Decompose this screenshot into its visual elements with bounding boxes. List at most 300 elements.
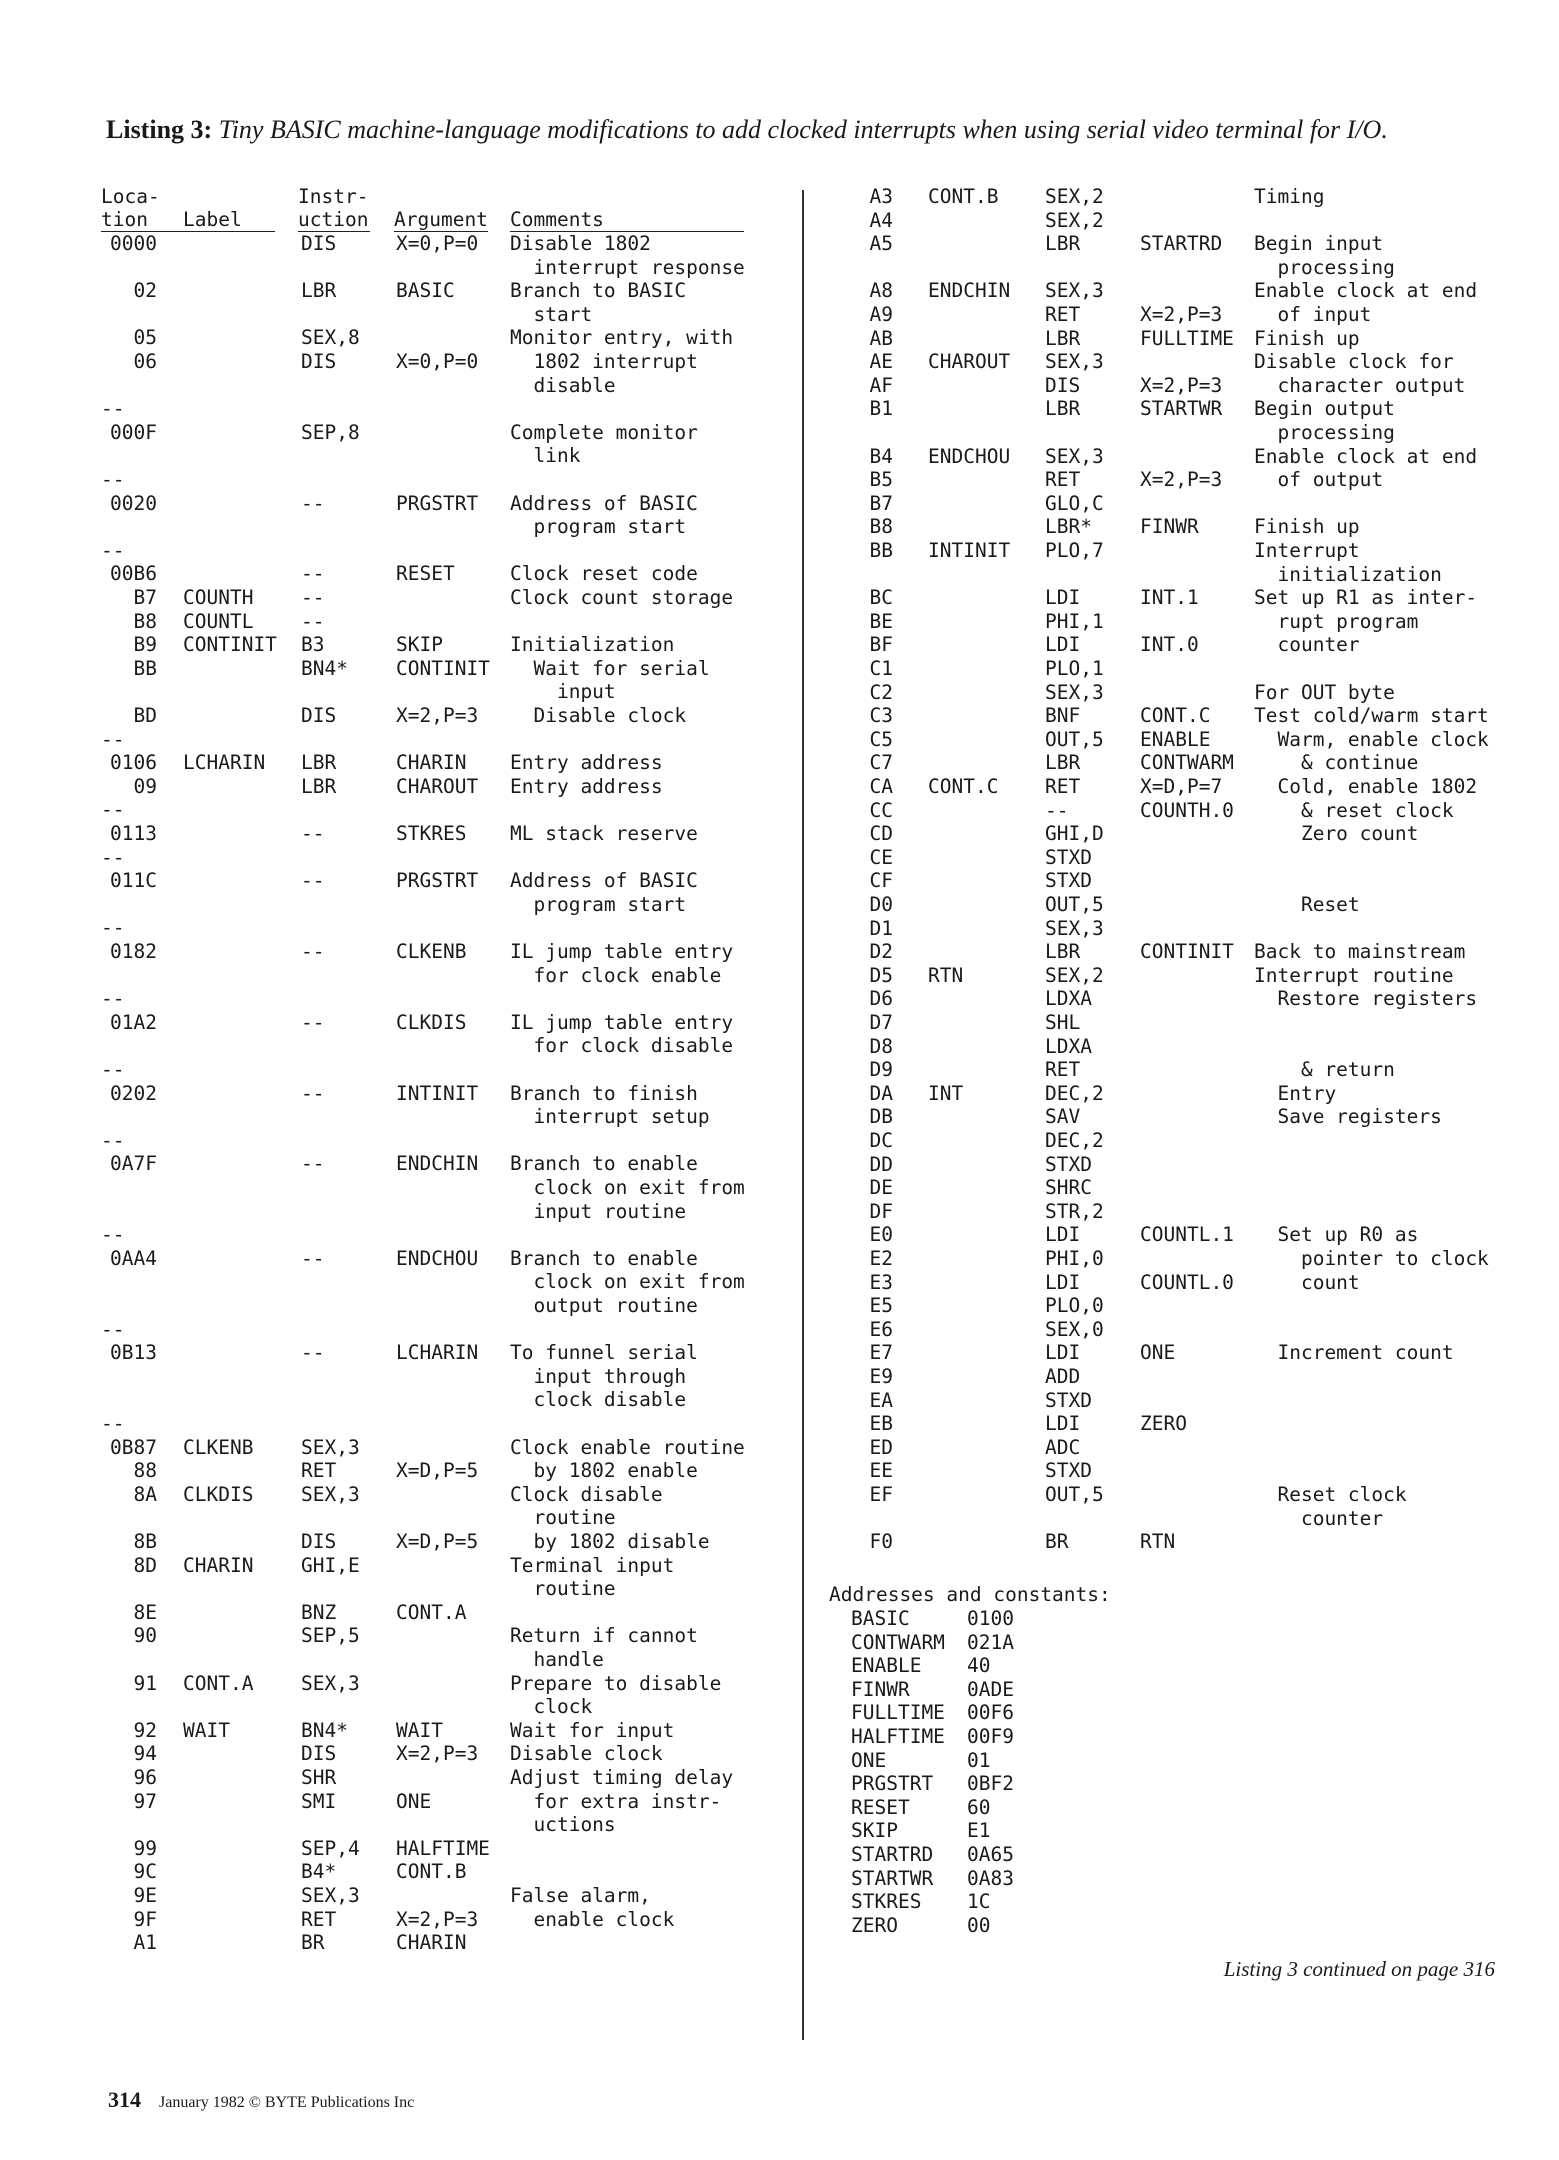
comment-line: Back to mainstream [1254,940,1466,964]
location-cell: D8 [869,1034,893,1058]
instruction-cell: LDXA [1045,987,1092,1011]
comment-line: Return if cannot [510,1624,698,1648]
comment-line: Finish up [1254,326,1360,350]
location-cell: A1 [133,1931,157,1955]
location-cell: E5 [869,1294,893,1318]
comment-line: Enable clock at end [1254,279,1478,303]
comment-cell [1254,893,1360,917]
comment-line: Clock count storage [510,586,734,609]
comment-line: Branch to BASIC [510,279,687,303]
comment-line: counter [1254,633,1360,657]
comment-cell [1254,799,1454,823]
comment-line: by 1802 enable [510,1459,698,1483]
comment-cell [510,1908,674,1932]
instruction-cell: BNF [1045,704,1081,728]
location-cell: 9C [133,1860,157,1884]
instruction-cell: BN4* [301,656,348,680]
column-divider [802,190,804,2040]
comment-line: Zero count [1254,822,1419,846]
argument-cell: ZERO [1140,1412,1187,1436]
instruction-cell: LDI [1045,1223,1081,1247]
argument-cell: BASIC [396,279,455,303]
comment-cell [1254,185,1324,209]
header-instruction-2: uction [298,208,369,231]
comment-line: start [510,302,593,326]
comment-line: Disable clock [510,704,687,727]
instruction-cell: B4* [301,1860,337,1884]
comment-cell [1254,751,1418,775]
argument-cell: ENABLE [1140,727,1211,751]
argument-cell: CLKDIS [396,1010,467,1034]
instruction-cell: PHI,1 [1045,609,1104,633]
comment-line: interrupt setup [510,1105,710,1129]
instruction-cell: -- [301,1341,325,1365]
address-value: 01 [967,1748,991,1772]
comment-cell [1254,539,1442,586]
instruction-cell: GHI,D [1045,822,1104,846]
comment-cell [510,326,733,350]
address-value: 0BF2 [967,1772,1014,1796]
location-cell: EB [869,1412,893,1436]
comment-line: routine [510,1506,616,1530]
instruction-cell: SEX,3 [1045,350,1104,374]
location-cell: 0020 [110,491,157,515]
instruction-cell: DIS [301,1742,337,1766]
comment-cell [510,1082,710,1129]
instruction-cell: RET [1045,303,1081,326]
comment-line: program start [510,892,687,916]
instruction-cell: -- [301,822,325,845]
instruction-cell: GHI,E [301,1553,360,1577]
instruction-cell: STR,2 [1045,1199,1104,1223]
location-cell: 90 [133,1624,157,1648]
instruction-cell: LBR [1045,232,1081,256]
comment-line: Save registers [1254,1105,1442,1129]
location-cell: B8 [869,515,893,539]
argument-cell: RTN [1140,1530,1176,1554]
comment-cell [1254,374,1465,398]
comment-line: for clock enable [510,963,722,987]
location-cell: C7 [869,751,893,775]
label-cell: CONTINIT [183,633,277,657]
comment-cell [510,1554,674,1601]
separator-dash: -- [101,468,125,491]
address-name: PRGSTRT [851,1772,934,1796]
comment-cell [510,822,698,846]
comment-line: Warm, enable clock [1254,727,1489,751]
label-cell: CLKDIS [183,1482,254,1506]
location-cell: E0 [869,1223,893,1247]
instruction-cell: SEX,2 [1045,185,1104,208]
separator-dash: -- [101,1058,125,1081]
instruction-cell: -- [301,609,325,633]
comment-cell [510,751,663,775]
address-value: 60 [967,1795,991,1819]
instruction-cell: DIS [1045,373,1081,397]
location-cell: 9E [133,1884,157,1907]
comment-cell [510,562,698,586]
location-cell: 0000 [110,232,157,255]
instruction-cell: LDI [1045,1270,1081,1294]
argument-cell: CHARIN [396,1931,467,1955]
instruction-cell: SEX,3 [1045,444,1104,468]
argument-cell: X=2,P=3 [396,1907,479,1931]
location-cell: B4 [869,444,893,468]
location-cell: AE [869,350,893,374]
comment-cell [1254,1223,1418,1247]
location-cell: 0A7F [110,1152,157,1176]
location-cell: E9 [869,1365,893,1388]
address-name: SKIP [851,1819,898,1843]
label-cell: LCHARIN [183,751,266,775]
instruction-cell: PLO,1 [1045,657,1104,680]
comment-cell [510,775,663,799]
instruction-cell: PLO,0 [1045,1294,1104,1318]
comment-line: Address of BASIC [510,869,698,893]
comment-cell [510,1011,733,1058]
instruction-cell: RET [1045,1058,1081,1082]
location-cell: 8A [133,1482,157,1506]
argument-cell: X=2,P=3 [1140,468,1223,492]
address-value: 00F6 [967,1701,1014,1725]
address-value: 0A83 [967,1866,1014,1890]
instruction-cell: OUT,5 [1045,893,1104,916]
header-comments: Comments [510,208,604,231]
argument-cell: SKIP [396,633,443,657]
comment-line: input through [510,1364,687,1388]
location-cell: 88 [133,1459,157,1483]
instruction-cell: LBR* [1045,515,1092,539]
comment-line: program start [510,515,687,539]
argument-cell: X=2,P=3 [1140,373,1223,397]
instruction-cell: -- [301,1010,325,1034]
argument-cell: ONE [396,1789,432,1813]
argument-cell: ENDCHOU [396,1246,479,1270]
header-instruction-1: Instr- [298,185,369,208]
location-cell: B7 [869,491,893,515]
location-cell: DA [869,1081,893,1105]
comment-line: Cold, enable 1802 [1254,775,1478,798]
comment-cell [1254,633,1360,657]
comment-cell [510,1742,663,1766]
location-cell: 0113 [110,822,157,845]
location-cell: C1 [869,657,893,680]
comment-line: interrupt response [510,255,745,279]
comment-line: Prepare to disable [510,1671,722,1695]
location-cell: A3 [869,185,893,208]
comment-line: character output [1254,373,1466,397]
location-cell: 00B6 [110,562,157,586]
instruction-cell: -- [301,491,325,515]
comment-line: Branch to enable [510,1152,698,1176]
comment-cell [510,1341,698,1412]
address-name: CONTWARM [851,1630,945,1654]
address-name: ONE [851,1748,887,1772]
separator-dash: -- [101,1223,125,1247]
instruction-cell: B3 [301,633,325,657]
argument-cell: X=0,P=0 [396,232,479,255]
location-cell: EA [869,1388,893,1412]
comment-line: 1802 interrupt [510,350,698,373]
instruction-cell: LDXA [1045,1034,1092,1058]
argument-cell: X=2,P=3 [1140,303,1223,326]
separator-dash: -- [101,397,125,421]
comment-line: count [1254,1270,1360,1294]
argument-cell: FULLTIME [1140,326,1234,350]
argument-cell: COUNTL.0 [1140,1270,1234,1294]
comment-line: Begin input [1254,232,1384,256]
argument-cell: X=D,P=5 [396,1530,479,1553]
comment-line: Increment count [1254,1341,1454,1365]
location-cell: 05 [133,326,157,350]
location-cell: D6 [869,987,893,1011]
argument-cell: WAIT [396,1718,443,1742]
comment-line: Interrupt [1254,539,1360,562]
comment-line: rupt program [1254,609,1419,633]
location-cell: B1 [869,397,893,421]
comment-cell [1254,610,1418,634]
instruction-cell: DIS [301,1530,337,1553]
instruction-cell: SEX,3 [1045,916,1104,940]
address-name: STARTWR [851,1866,934,1890]
comment-line: clock on exit from [510,1270,745,1294]
label-cell: COUNTL [183,609,254,633]
instruction-cell: LDI [1045,633,1081,657]
location-cell: BF [869,633,893,657]
comment-cell [1254,1247,1489,1271]
comment-cell [510,1719,674,1743]
comment-line: Monitor entry, with [510,326,734,350]
argument-cell: X=D,P=5 [396,1459,479,1483]
comment-line: Reset clock [1254,1483,1407,1506]
instruction-cell: SEP,8 [301,420,360,444]
comment-line: handle [510,1647,604,1671]
comment-cell [1254,468,1383,492]
location-cell: D5 [869,963,893,987]
location-cell: DD [869,1152,893,1176]
address-name: RESET [851,1795,910,1819]
address-value: 021A [967,1630,1014,1654]
argument-cell: CHARIN [396,751,467,775]
separator-dash: -- [101,798,125,822]
argument-cell: STARTWR [1140,397,1223,421]
address-name: ENABLE [851,1654,922,1678]
location-cell: DC [869,1129,893,1152]
comment-cell [1254,822,1418,846]
header-location-1: Loca- [101,185,160,208]
comment-line: Disable clock for [1254,350,1454,374]
instruction-cell: STXD [1045,1388,1092,1412]
location-cell: 8B [133,1530,157,1553]
instruction-cell: -- [301,586,325,609]
comment-cell [1254,445,1477,469]
comment-line: Wait for input [510,1718,675,1742]
location-cell: BB [133,656,157,680]
location-cell: DE [869,1176,893,1200]
comment-line: Clock disable [510,1482,663,1506]
instruction-cell: PLO,7 [1045,539,1104,562]
instruction-cell: SEP,4 [301,1836,360,1860]
instruction-cell: SEX,2 [1045,963,1104,987]
instruction-cell: RET [1045,468,1081,492]
comment-cell [510,350,698,397]
instruction-cell: PHI,0 [1045,1247,1104,1270]
argument-cell: COUNTL.1 [1140,1223,1234,1247]
comment-line: enable clock [510,1907,675,1931]
instruction-cell: SEX,3 [301,1482,360,1506]
instruction-cell: -- [301,940,325,963]
comment-line: Wait for serial [510,656,710,680]
label-cell: INTINIT [928,539,1011,562]
label-cell: CHAROUT [928,350,1011,374]
instruction-cell: SMI [301,1789,337,1813]
separator-dash: -- [101,987,125,1011]
comment-cell [1254,704,1489,728]
label-cell: RTN [928,963,964,987]
comment-cell [510,704,686,728]
instruction-cell: LBR [1045,940,1081,964]
comment-cell [510,1483,663,1530]
location-cell: CA [869,775,893,798]
comment-line: Enable clock at end [1254,444,1478,468]
instruction-cell: DEC,2 [1045,1129,1104,1152]
comment-cell [510,1884,651,1908]
argument-cell: STKRES [396,822,467,845]
location-cell: A8 [869,279,893,303]
separator-dash: -- [101,727,125,751]
address-name: FINWR [851,1677,910,1701]
comment-line: False alarm, [510,1884,651,1907]
location-cell: BC [869,586,893,610]
argument-cell: CONT.C [1140,704,1211,728]
instruction-cell: LBR [301,751,337,775]
comment-cell [510,1672,721,1719]
argument-cell: PRGSTRT [396,869,479,893]
location-cell: E6 [869,1317,893,1341]
location-cell: AB [869,326,893,350]
comment-line: Initialization [510,633,675,657]
comment-line: clock disable [510,1388,687,1412]
comment-line: Disable clock [510,1742,663,1766]
comment-line: Set up R1 as inter- [1254,586,1478,610]
location-cell: DB [869,1105,893,1129]
location-cell: 8D [133,1553,157,1577]
instruction-cell: STXD [1045,869,1092,893]
instruction-cell: -- [301,1152,325,1176]
separator-dash: -- [101,1317,125,1341]
location-cell: C2 [869,680,893,704]
comment-cell [1254,232,1395,279]
comment-cell [510,633,674,657]
location-cell: E3 [869,1270,893,1294]
comment-line: by 1802 disable [510,1530,710,1553]
comment-cell [1254,350,1454,374]
instruction-cell: -- [301,562,325,586]
address-name: ZERO [851,1913,898,1937]
label-cell: CONT.B [928,185,999,208]
instruction-cell: -- [301,1081,325,1105]
comment-line: Timing [1254,185,1325,208]
comment-line: Entry address [510,774,663,798]
comment-cell [1254,586,1477,610]
caption-text: Tiny BASIC machine-language modifications to add clocked interrupts when using serial video terminal for I/O. [218,115,1388,144]
comment-line: pointer to clock [1254,1247,1489,1270]
comment-line: link [510,444,581,468]
argument-cell: ENDCHIN [396,1152,479,1176]
label-cell: CHARIN [183,1553,254,1577]
comment-line: To funnel serial [510,1341,698,1365]
location-cell: 92 [133,1718,157,1742]
argument-cell: CHAROUT [396,774,479,798]
instruction-cell: LBR [1045,751,1081,775]
comment-line: Reset [1254,893,1360,916]
comment-line: & reset clock [1254,798,1454,822]
argument-cell: INT.0 [1140,633,1199,657]
location-cell: A4 [869,208,893,232]
instruction-cell: DEC,2 [1045,1081,1104,1105]
argument-cell: X=2,P=3 [396,704,479,727]
instruction-cell: LDI [1045,1412,1081,1436]
argument-cell: HALFTIME [396,1836,490,1860]
instruction-cell: SEX,3 [301,1671,360,1695]
comment-line: IL jump table entry [510,940,734,963]
instruction-cell: GLO,C [1045,491,1104,515]
location-cell: E7 [869,1341,893,1365]
comment-cell [1254,515,1360,539]
instruction-cell: LDI [1045,586,1081,610]
comment-cell [510,232,745,279]
location-cell: 91 [133,1671,157,1695]
instruction-cell: SEX,2 [1045,208,1104,232]
label-cell: WAIT [183,1718,230,1742]
comment-line: for extra instr- [510,1789,722,1813]
comment-line: Entry address [510,751,663,775]
comment-line: for clock disable [510,1034,734,1058]
label-cell: ENDCHIN [928,279,1011,303]
comment-cell [510,1436,745,1460]
instruction-cell: RET [301,1907,337,1931]
location-cell: 09 [133,774,157,798]
address-value: 0A65 [967,1843,1014,1866]
argument-cell: CONTWARM [1140,751,1234,775]
comment-line: input [510,680,616,704]
location-cell: E2 [869,1247,893,1270]
label-cell: INT [928,1081,964,1105]
comment-cell [1254,940,1465,964]
comment-line: routine [510,1577,616,1601]
comment-cell [1254,279,1477,303]
argument-cell: INT.1 [1140,586,1199,610]
argument-cell: X=0,P=0 [396,350,479,373]
continued-note: Listing 3 continued on page 316 [1223,1957,1495,1981]
location-cell: DF [869,1199,893,1223]
instruction-cell: -- [1045,798,1069,822]
listing-caption [106,114,1486,146]
location-cell: A9 [869,303,893,326]
comment-line: For OUT byte [1254,680,1395,704]
instruction-cell: SEP,5 [301,1624,360,1648]
location-cell: 8E [133,1600,157,1624]
location-cell: F0 [869,1530,893,1554]
comment-cell [1254,397,1395,444]
location-cell: AF [869,373,893,397]
location-cell: CC [869,798,893,822]
instruction-cell: LBR [301,279,337,303]
comment-cell [510,1624,698,1671]
address-name: HALFTIME [851,1725,945,1748]
comment-line: clock on exit from [510,1175,745,1199]
header-location-2: tion [101,208,148,231]
